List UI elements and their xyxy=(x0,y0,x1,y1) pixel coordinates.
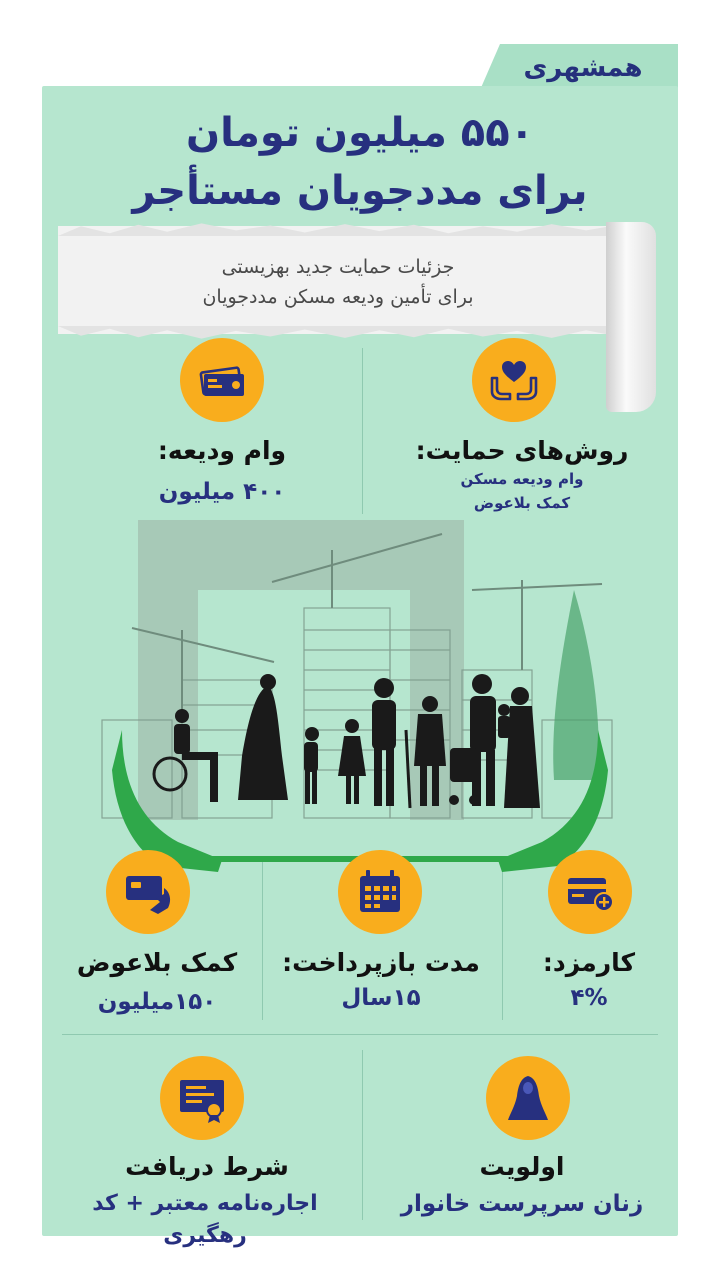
priority-badge xyxy=(486,1056,570,1140)
tree-shape xyxy=(553,590,599,780)
divider-mid-right xyxy=(502,856,503,1020)
calendar-icon xyxy=(352,864,408,920)
grant-label: کمک بلاعوض xyxy=(76,948,238,977)
family-city-illustration xyxy=(42,520,678,872)
divider-top xyxy=(362,348,363,514)
support-method-item-2: کمک بلاعوض xyxy=(473,494,571,512)
condition-label: شرط دریافت xyxy=(125,1152,289,1181)
support-methods-label: روش‌های حمایت: xyxy=(415,436,629,465)
heart-hands-icon xyxy=(486,352,542,408)
paper-curl xyxy=(606,222,656,412)
priority-value: زنان سرپرست خانوار xyxy=(400,1191,644,1217)
condition-value: اجاره‌نامه معتبر + کد رهگیری xyxy=(92,1191,318,1248)
repayment-badge xyxy=(338,850,422,934)
deposit-loan-value: ۴۰۰ میلیون xyxy=(158,479,286,505)
credit-card-plus-icon xyxy=(562,864,618,920)
support-methods-badge xyxy=(472,338,556,422)
fee-value: ۴% xyxy=(570,985,608,1011)
divider-mid-left xyxy=(262,856,263,1020)
banner-line2: برای تأمین ودیعه مسکن مددجویان xyxy=(202,286,474,308)
banner-line1: جزئیات حمایت جدید بهزیستی xyxy=(221,256,455,278)
money-bills-icon xyxy=(194,352,250,408)
grant-value: ۱۵۰میلیون xyxy=(97,989,217,1015)
hand-card-icon xyxy=(120,864,176,920)
repayment-label: مدت بازپرداخت: xyxy=(282,948,480,977)
fee-badge xyxy=(548,850,632,934)
main-title-line2: برای مددجویان مستأجر xyxy=(132,168,588,214)
fee-label: کارمزد: xyxy=(542,948,636,977)
certificate-icon xyxy=(174,1070,230,1126)
grant-badge xyxy=(106,850,190,934)
woman-chador-icon xyxy=(500,1070,556,1126)
deposit-loan-badge xyxy=(180,338,264,422)
main-title-line1: ۵۵۰ میلیون تومان xyxy=(185,110,535,156)
brand-logo: همشهری xyxy=(523,53,643,83)
priority-label: اولویت xyxy=(479,1152,565,1181)
support-method-item-1: وام ودیعه مسکن xyxy=(460,470,584,488)
repayment-value: ۱۵سال xyxy=(341,985,421,1011)
divider-horizontal xyxy=(62,1034,658,1035)
divider-bottom xyxy=(362,1050,363,1220)
condition-badge xyxy=(160,1056,244,1140)
deposit-loan-label: وام ودیعه: xyxy=(157,436,287,465)
